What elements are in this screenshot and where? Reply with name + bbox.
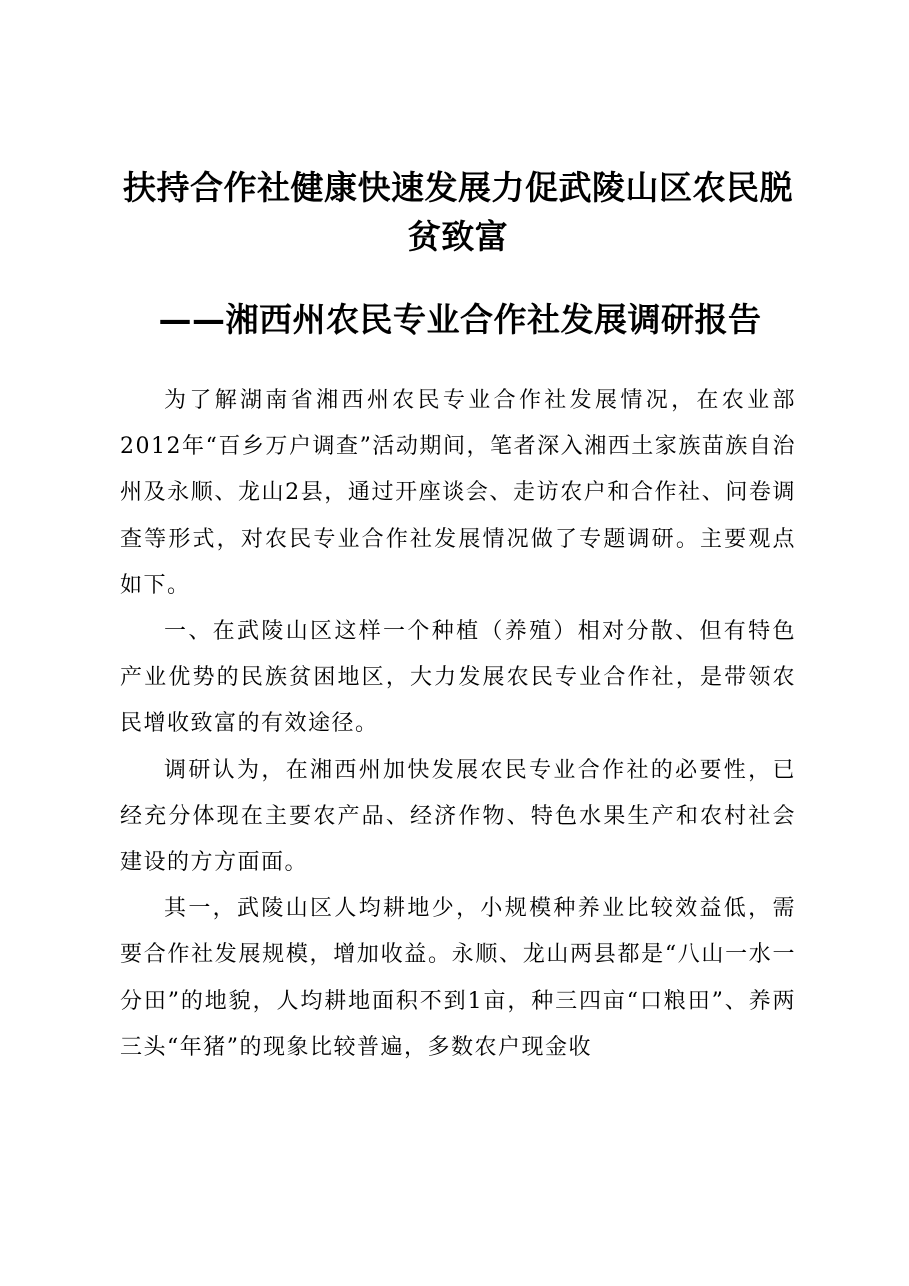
document-subtitle: ——湘西州农民专业合作社发展调研报告	[158, 300, 762, 339]
document-title-line-1: 扶持合作社健康快速发展力促武陵山区农民脱	[123, 168, 793, 207]
paragraph-section-one: 一、在武陵山区这样一个种植（养殖）相对分散、但有特色产业优势的民族贫困地区，大力发展农民专业合作社，是带领农民增收致富的有效途径。	[120, 619, 796, 737]
document-title-line-2: 贫致富	[407, 217, 509, 256]
document-body	[120, 378, 796, 1071]
paragraph-intro: 为了解湖南省湘西州农民专业合作社发展情况，在农业部2012年“百乡万户调查”活动期间，笔者深入湘西土家族苗族自治州及永顺、龙山2县，通过开座谈会、走访农户和合作社、问卷调查等形式，对农民专业合作社发展情况做了专题调研。主要观点如下。	[120, 388, 796, 598]
paragraph-research-view: 调研认为，在湘西州加快发展农民专业合作社的必要性，已经充分体现在主要农产品、经济作物、特色水果生产和农村社会建设的方方面面。	[120, 757, 796, 876]
paragraph-first-point: 其一，武陵山区人均耕地少，小规模种养业比较效益低，需要合作社发展规模，增加收益。永顺、龙山两县都是“八山一水一分田”的地貌，人均耕地面积不到1亩，种三四亩“口粮田”、养两三头“年猪”的现象比较普遍，多数农户现金收	[120, 896, 796, 1060]
